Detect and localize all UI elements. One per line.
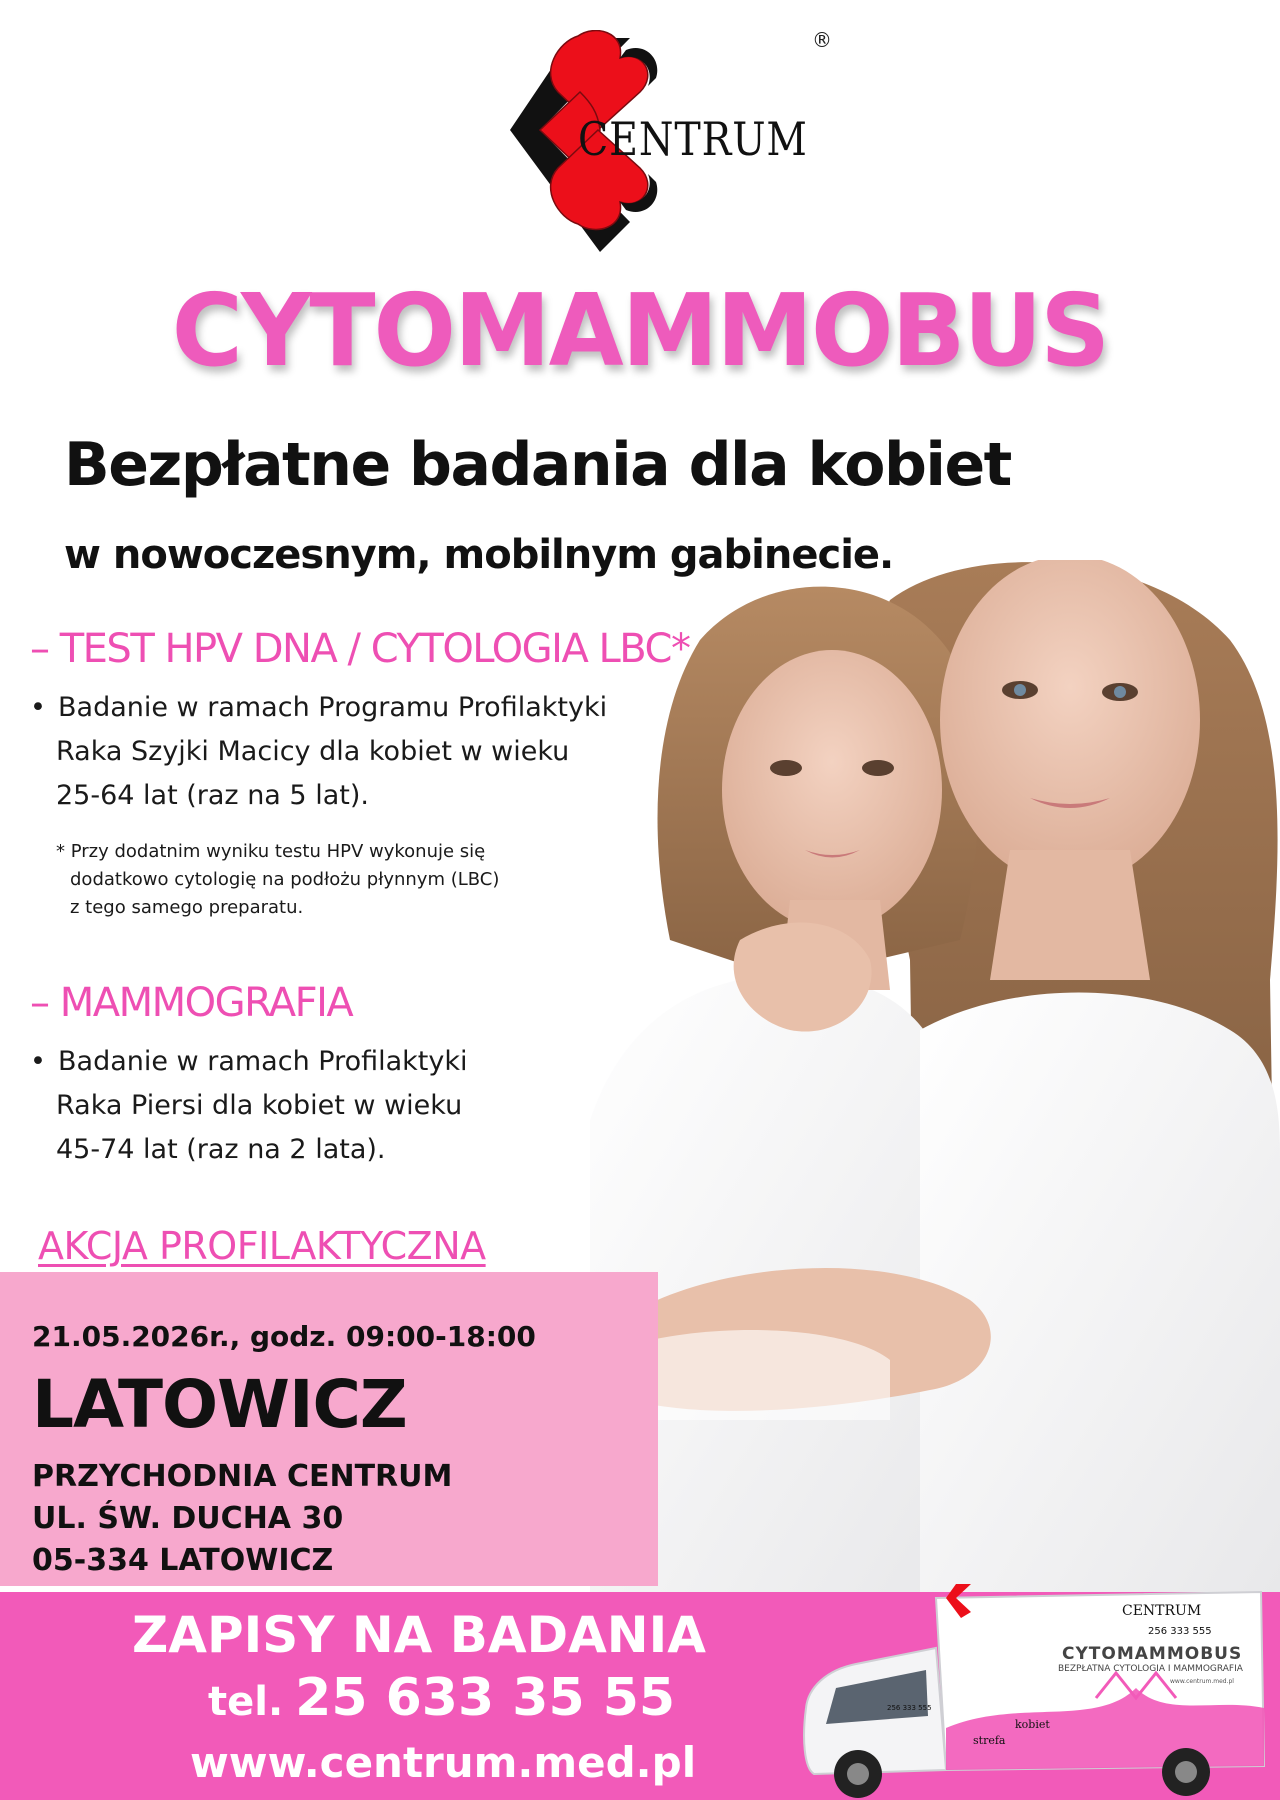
hpv-line-1: Badanie w ramach Programu Profilaktyki: [58, 692, 608, 723]
van-website: www.centrum.med.pl: [1170, 1678, 1234, 1685]
bullet: •: [30, 1046, 46, 1077]
website-link[interactable]: www.centrum.med.pl: [190, 1738, 697, 1787]
hpv-line-3: 25-64 lat (raz na 5 lat).: [56, 780, 369, 811]
mammo-section-body: [30, 1040, 690, 1172]
phone-label: tel.: [208, 1679, 284, 1725]
hpv-section-body: [30, 686, 690, 818]
van-strefa: strefa: [973, 1734, 1006, 1747]
hpv-line-2: Raka Szyjki Macicy dla kobiet w wieku: [56, 736, 570, 767]
event-date: 21.05.2026r., godz. 09:00-18:00: [32, 1320, 536, 1353]
event-city: LATOWICZ: [32, 1366, 407, 1443]
hpv-note-line-1: * Przy dodatnim wyniku testu HPV wykonuje się: [56, 841, 486, 862]
mammo-line-3: 45-74 lat (raz na 2 lata).: [56, 1134, 386, 1165]
van-phone: 256 333 555: [1148, 1626, 1212, 1637]
van-brand: CENTRUM: [1122, 1603, 1202, 1619]
mammo-section-heading: – MAMMOGRAFIA: [30, 980, 353, 1026]
registration-phone[interactable]: [208, 1668, 675, 1728]
mammo-line-1: Badanie w ramach Profilaktyki: [58, 1046, 468, 1077]
event-place: [32, 1456, 452, 1582]
hpv-section-heading: – TEST HPV DNA / CYTOLOGIA LBC*: [30, 626, 690, 672]
registration-title: ZAPISY NA BADANIA: [132, 1606, 706, 1664]
two-women-photo: [590, 560, 1280, 1600]
hpv-footnote: [56, 838, 616, 922]
subtitle: Bezpłatne badania dla kobiet: [64, 430, 1011, 500]
event-place-line-3: 05-334 LATOWICZ: [32, 1543, 334, 1578]
registered-mark: ®: [812, 28, 832, 52]
van-subtitle: BEZPŁATNA CYTOLOGIA I MAMMOGRAFIA: [1058, 1664, 1243, 1674]
event-place-line-2: UL. ŚW. DUCHA 30: [32, 1501, 344, 1536]
bullet: •: [30, 692, 46, 723]
subtitle-secondary: w nowoczesnym, mobilnym gabinecie.: [64, 532, 894, 578]
hpv-note-line-2: dodatkowo cytologię na podłożu płynnym (LBC): [70, 869, 500, 890]
action-heading: AKCJA PROFILAKTYCZNA: [38, 1224, 486, 1268]
mammo-line-2: Raka Piersi dla kobiet w wieku: [56, 1090, 463, 1121]
main-title: CYTOMAMMOBUS: [171, 272, 1109, 389]
hpv-note-line-3: z tego samego preparatu.: [70, 897, 304, 918]
van-side-phone: 256 333 555: [887, 1704, 932, 1712]
phone-number[interactable]: 25 633 35 55: [295, 1668, 676, 1728]
van-kobiet: kobiet: [1015, 1718, 1050, 1731]
logo-wordmark: CENTRUM: [578, 112, 808, 166]
event-place-line-1: PRZYCHODNIA CENTRUM: [32, 1459, 453, 1494]
van-title: CYTOMAMMOBUS: [1062, 1644, 1243, 1664]
